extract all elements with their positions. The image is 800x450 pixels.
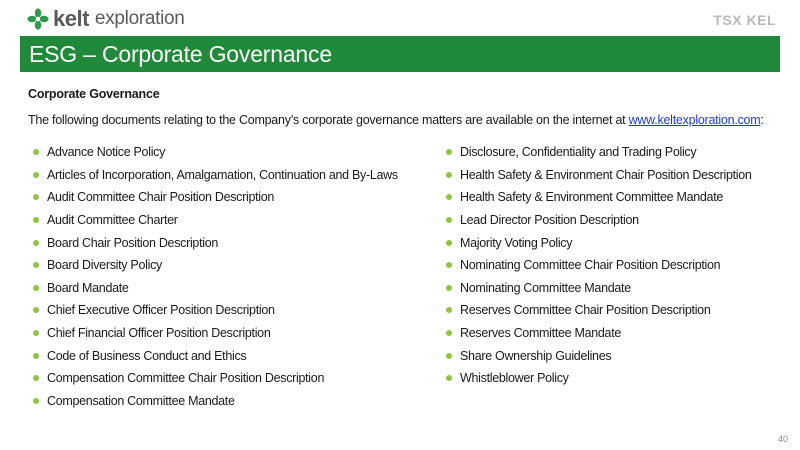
document-title: Board Diversity Policy bbox=[47, 258, 162, 273]
document-title: Audit Committee Chair Position Description bbox=[47, 190, 275, 205]
page-title: ESG – Corporate Governance bbox=[29, 40, 332, 67]
document-list-item bbox=[446, 254, 752, 277]
bullet-icon bbox=[446, 172, 452, 178]
document-list-item bbox=[446, 367, 752, 390]
section-heading: Corporate Governance bbox=[28, 87, 160, 101]
bullet-icon bbox=[33, 262, 39, 268]
bullet-icon bbox=[33, 307, 39, 313]
document-title: Reserves Committee Mandate bbox=[460, 326, 622, 341]
bullet-icon bbox=[446, 375, 452, 381]
bullet-icon bbox=[446, 240, 452, 246]
intro-paragraph bbox=[28, 113, 764, 127]
document-title: Advance Notice Policy bbox=[47, 145, 166, 160]
document-title: Majority Voting Policy bbox=[460, 235, 573, 250]
kelt-logo bbox=[27, 6, 185, 32]
bullet-icon bbox=[33, 330, 39, 336]
document-title: Reserves Committee Chair Position Description bbox=[460, 303, 711, 318]
document-title: Chief Executive Officer Position Description bbox=[47, 303, 275, 318]
document-title: Code of Business Conduct and Ethics bbox=[47, 348, 247, 363]
brand-name: kelt bbox=[53, 6, 89, 31]
intro-text: The following documents relating to the Company’s corporate governance matters are available on the internet at bbox=[28, 113, 629, 127]
kelt-leaf-logo-icon bbox=[27, 8, 49, 30]
document-list-item bbox=[33, 277, 398, 300]
document-list-item bbox=[33, 344, 398, 367]
bullet-icon bbox=[33, 398, 39, 404]
document-title: Share Ownership Guidelines bbox=[460, 348, 612, 363]
document-list-left bbox=[33, 141, 398, 412]
document-list-item bbox=[446, 231, 752, 254]
document-list-item bbox=[446, 322, 752, 345]
document-title: Compensation Committee Mandate bbox=[47, 393, 235, 408]
page-number: 40 bbox=[777, 434, 788, 444]
document-list-item bbox=[446, 164, 752, 187]
document-title: Compensation Committee Chair Position Description bbox=[47, 371, 325, 386]
document-list-item bbox=[33, 254, 398, 277]
stock-ticker: TSX KEL bbox=[713, 12, 776, 28]
bullet-icon bbox=[446, 217, 452, 223]
bullet-icon bbox=[446, 262, 452, 268]
document-title: Lead Director Position Description bbox=[460, 213, 639, 228]
bullet-icon bbox=[446, 194, 452, 200]
bullet-icon bbox=[33, 217, 39, 223]
bullet-icon bbox=[446, 149, 452, 155]
document-title: Nominating Committee Mandate bbox=[460, 280, 631, 295]
document-title: Chief Financial Officer Position Description bbox=[47, 326, 271, 341]
document-list-item bbox=[33, 164, 398, 187]
bullet-icon bbox=[446, 330, 452, 336]
bullet-icon bbox=[33, 149, 39, 155]
document-list-item bbox=[33, 141, 398, 164]
bullet-icon bbox=[446, 307, 452, 313]
document-list-right bbox=[446, 141, 752, 390]
bullet-icon bbox=[33, 172, 39, 178]
document-list-item bbox=[446, 209, 752, 232]
bullet-icon bbox=[446, 285, 452, 291]
bullet-icon bbox=[33, 240, 39, 246]
document-title: Articles of Incorporation, Amalgamation, Continuation and By-Laws bbox=[47, 167, 398, 182]
bullet-icon bbox=[33, 375, 39, 381]
document-list-item bbox=[446, 299, 752, 322]
bullet-icon bbox=[33, 353, 39, 359]
document-list-item bbox=[33, 231, 398, 254]
document-list-item bbox=[446, 186, 752, 209]
bullet-icon bbox=[33, 194, 39, 200]
bullet-icon bbox=[33, 285, 39, 291]
website-link[interactable]: www.keltexploration.com bbox=[628, 113, 761, 127]
document-list-item bbox=[33, 367, 398, 390]
document-title: Board Chair Position Description bbox=[47, 235, 219, 250]
document-title: Whistleblower Policy bbox=[460, 371, 569, 386]
document-list-item bbox=[33, 299, 398, 322]
document-list-item bbox=[33, 209, 398, 232]
document-list-item bbox=[33, 186, 398, 209]
intro-suffix: : bbox=[760, 113, 764, 127]
document-title: Nominating Committee Chair Position Description bbox=[460, 258, 721, 273]
document-list-item bbox=[446, 141, 752, 164]
document-title: Health Safety & Environment Chair Position Description bbox=[460, 167, 752, 182]
document-list-item bbox=[446, 277, 752, 300]
document-title: Board Mandate bbox=[47, 280, 129, 295]
document-list-item bbox=[446, 344, 752, 367]
document-list-item bbox=[33, 322, 398, 345]
bullet-icon bbox=[446, 353, 452, 359]
document-title: Health Safety & Environment Committee Mandate bbox=[460, 190, 724, 205]
title-bar bbox=[20, 36, 780, 72]
document-title: Audit Committee Charter bbox=[47, 213, 178, 228]
brand-subtitle: exploration bbox=[94, 8, 185, 29]
document-title: Disclosure, Confidentiality and Trading Policy bbox=[460, 145, 697, 160]
document-list-item bbox=[33, 390, 398, 413]
